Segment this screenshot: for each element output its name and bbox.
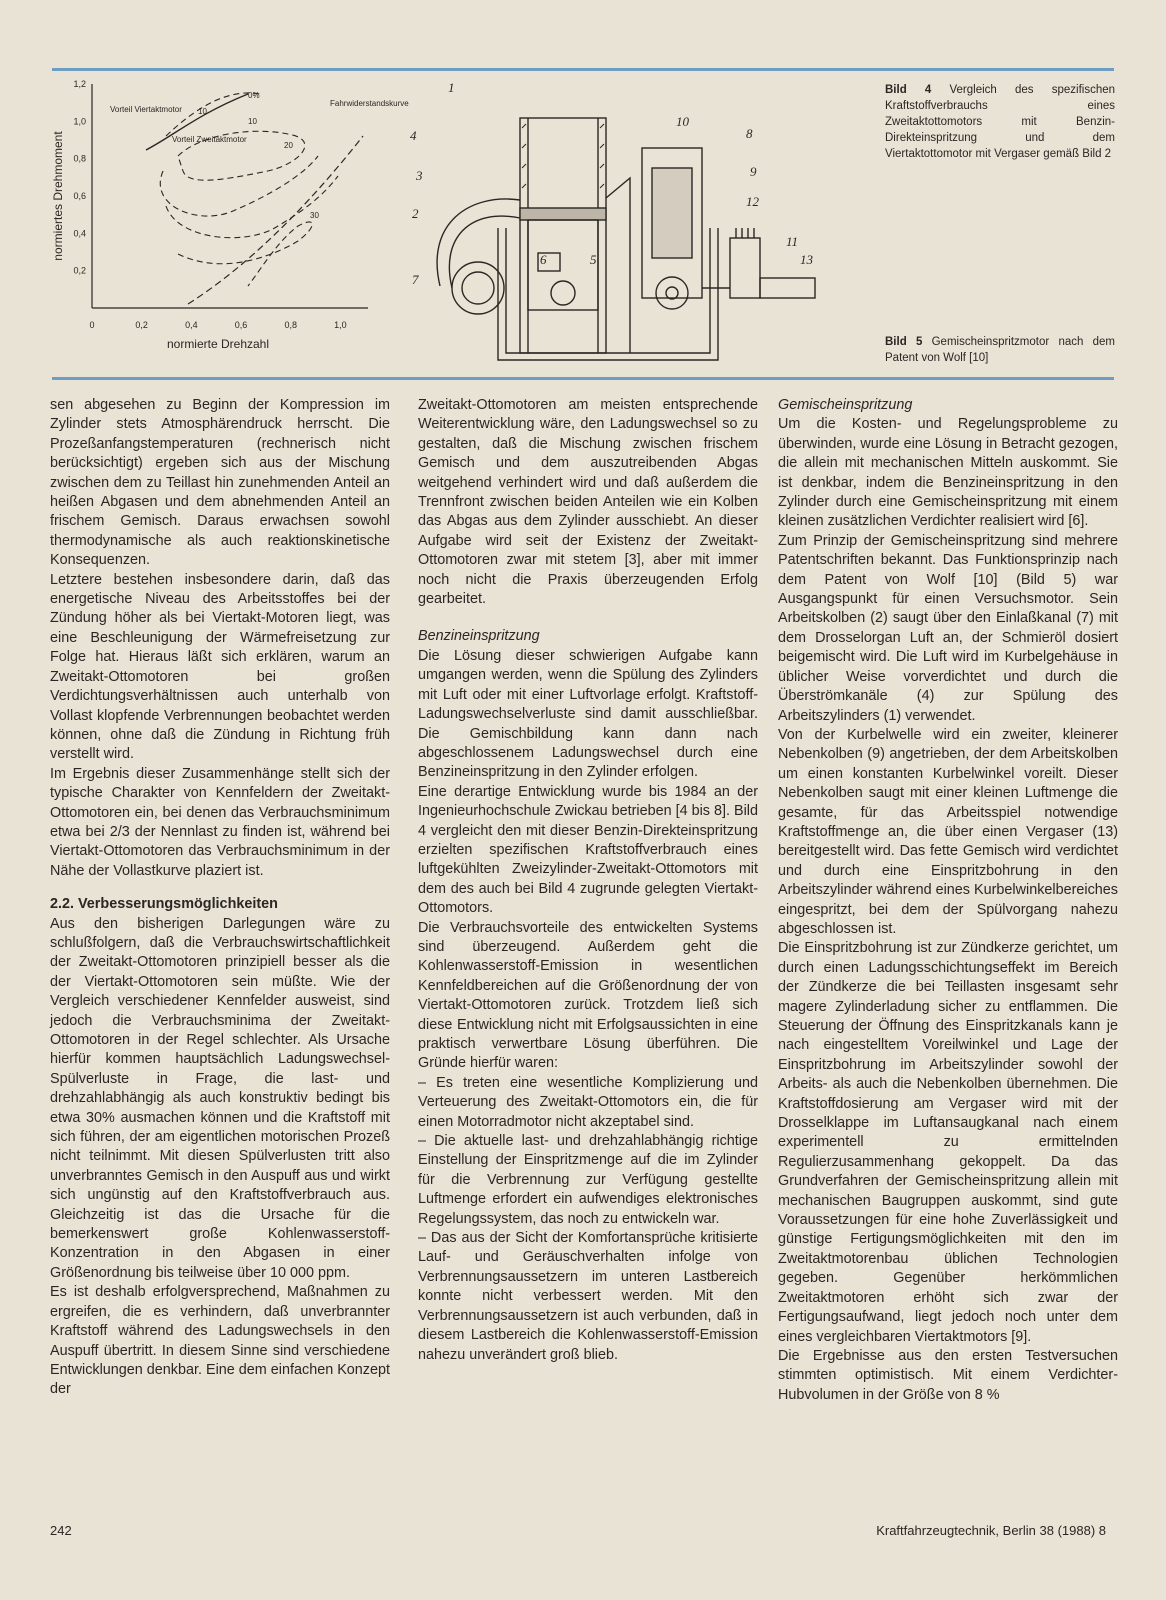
paragraph: Um die Kosten- und Regelungsprobleme zu überwinden, wurde eine Lösung in Betracht gezogen, die allein mit mechanischen Mitteln auskommt. Sie ist denkbar, indem die Benzineinspritzung in den Zylinder durch eine Gemischeinspritzung mit einem kleinen zusätzlichen Verdichter realisiert wird [6].	[778, 416, 1119, 530]
section-heading: Benzineinspritzung	[418, 628, 540, 645]
y-tick-label: 0,4	[73, 228, 86, 239]
journal-citation: Kraftfahrzeugtechnik, Berlin 38 (1988) 8	[876, 1523, 1106, 1538]
annotation-label: Fahrwiderstandskurve	[330, 99, 409, 108]
part-label: 11	[786, 234, 799, 249]
text-column-1	[50, 396, 390, 1400]
section-heading: Gemischeinspritzung	[778, 397, 913, 413]
part-label: 7	[412, 272, 419, 287]
paragraph: Es ist deshalb erfolgversprechend, Maßnahmen zu ergreifen, die es verhindern, daß unverbrannter Kraftstoff während des Ladungswechsels in den Auspuff übertritt. In diesem Sinne sind verschiedene Entwicklungen denkbar. Eine dem einfachen Konzept der	[50, 1284, 391, 1398]
part-label: 2	[412, 206, 419, 221]
paragraph: Die Lösung dieser schwierigen Aufgabe kann umgangen werden, wenn die Spülung des Zylinders mit Luft oder mit einer Luftvorlage erfolgt. Kraftstoff-Ladungswechselverluste sind damit ausschließbar. Die Gemischbildung kann dann nach abgeschlossenem Ladungswechsel durch eine Benzineinspritzung in den Zylinder erfolgen.	[418, 647, 758, 781]
x-tick-label: 0,8	[284, 320, 297, 330]
road-load-curve	[188, 136, 363, 304]
top-rule	[52, 68, 1114, 71]
piston-crown	[520, 208, 606, 220]
paragraph: Die Einspritzbohrung ist zur Zündkerze gerichtet, um durch einen Ladungsschichtungseffekt im Bereich der Zündkerze die bei Teillasten insgesamt sehr magere Zylinderladung sicher zu entflammen. Die Steuerung der Öffnung des Einspritzkanals kann je nach eingestelltem Voreilwinkel und Lage der Einspritzbohrung im Arbeitszylinder sowohl der Arbeits- als auch die Nebenkolben übernehmen. Die Kraftstoffdosierung am Vergaser wird mit der Drosselklappe im Luftansaugkanal nach einem experimentell zu ermittelnden Regulierzusammenhang gekoppelt. Da das Grundverfahren der Gemischeinspritzung allein mit mechanischen Baugruppen auskommt, sind gute Voraussetzungen für eine hohe Zuverlässigkeit und günstige Fertigungsmöglichkeiten mit den im Zweitaktmotorenbau üblichen Technologien gegeben. Gegenüber herkömmlichen Zweitaktmotoren erhöht sich zwar der Fertigungsaufwand, liegt jedoch noch unter dem eines vergleichbaren Viertaktmotors [9].	[778, 940, 1118, 1345]
text-column-3	[778, 396, 1118, 1405]
y-tick-label: 0,2	[73, 265, 86, 276]
paragraph: Im Ergebnis dieser Zusammenhänge stellt sich der typische Charakter von Kennfeldern der Zweitakt-Ottomotoren ein, bei denen das Verbrauchsminimum etwa bei 2/3 der Nennlast zu finden ist, während bei Viertakt-Ottomotoren das Verbrauchsminimum in der Nähe der Vollastkurve plaziert ist.	[50, 765, 390, 879]
carburettor	[730, 238, 760, 298]
secondary-piston	[652, 168, 692, 258]
figure-4-caption	[885, 82, 1115, 162]
caption-label: Bild 4	[885, 84, 932, 96]
part-label: 13	[800, 252, 813, 267]
y-axis-label: normiertes Drehmoment	[51, 131, 65, 261]
annotation-label: 10	[248, 117, 257, 126]
working-cylinder	[520, 118, 606, 353]
paragraph: Aus den bisherigen Darlegungen wäre zu schlußfolgern, daß die Verbrauchswirtschaftlichkeit der Zweitakt-Ottomotoren prinzipiell besser als die der Viertakt-Ottomotoren sein müßte. Wie der Vergleich verschiedener Kennfelder ausweist, sind jedoch die Verbrauchsminima der Zweitakt-Ottomotoren in der Regel schlechter. Als Ursache hierfür kommen hauptsächlich Ladungswechsel-Spülverluste in Frage, die last- und drehzahlabhängig als auch konstruktiv bedingt bis etwa 30% ausmachen können und die Kraftstoff mit sich führen, der am eigentlichen motorischen Prozeß nicht teilnimmt. Mit diesen Spülverlusten tritt also unverbranntes Gemisch in den Auspuff aus und wirkt sich ungünstig auf den Kraftstoffverbrauch aus. Gleichzeitig ist das die Ursache für die bemerkenswert große Kohlenwasserstoff-Konzentration in den Abgasen in einer Größenordnung bis teilweise über 10 000 ppm.	[50, 915, 390, 1281]
paragraph: sen abgesehen zu Beginn der Kompression im Zylinder stets Atmosphärendruck herrscht. Die Prozeßanfangstemperaturen (rechnerisch nicht berücksichtigt) ergeben sich aus der Mischung zwischen dem zu Teillast hin zunehmenden Anteil an heißen Abgasen und dem abnehmenden Anteil an frischem Gemisch. Daraus erwachsen sowohl thermodynamische als auch reaktionskinetische Konsequenzen.	[50, 397, 390, 569]
part-label: 8	[746, 126, 753, 141]
consumption-line	[160, 156, 318, 216]
figure-4-chart	[48, 76, 409, 366]
paragraph: – Die aktuelle last- und drehzahlabhängig richtige Einstellung der Einspritzmenge auf die im Zylinder für die Verbrennung zur Verfügung gestellte Luftmenge erfordert ein aufwendiges elektronisches Regelungssystem, das noch zu entwickeln war.	[418, 1133, 758, 1227]
part-label: 12	[746, 194, 759, 209]
y-tick-label: 1,0	[73, 116, 86, 127]
part-label: 10	[676, 114, 689, 129]
annotation-label: 20	[284, 141, 293, 150]
annotation-label: 10	[198, 107, 207, 116]
y-tick-label: 1,2	[73, 79, 86, 89]
annotation-label: Vorteil Viertaktmotor	[110, 105, 182, 114]
figure-bottom-rule	[52, 377, 1114, 380]
x-axis-label: normierte Drehzahl	[166, 337, 270, 351]
x-tick-label: 0,2	[135, 320, 148, 330]
y-tick-label: 0,6	[73, 191, 86, 201]
piston-pin	[551, 281, 575, 305]
page-number: 242	[50, 1523, 72, 1538]
part-label: 9	[750, 164, 757, 179]
annotation-label: 30	[310, 211, 319, 220]
part-label: 3	[416, 168, 423, 183]
x-tick-label: 0	[89, 320, 95, 330]
annotation-label: Vorteil Zweitaktmotor	[172, 135, 247, 144]
intake-channel	[452, 262, 504, 314]
part-label: 1	[448, 80, 455, 95]
part-label: 6	[540, 252, 547, 267]
paragraph: Zweitakt-Ottomotoren am meisten entsprechende Weiterentwicklung wäre, den Ladungswechsel so zu gestalten, daß die Mischung zwischen frischem Gemisch und dem auszutreibenden Abgas weitgehend verhindert wird und daß außerdem die Trennfront zwischen beiden Anteilen wie ein Kolben das Abgas aus dem Zylinder ausschiebt. An dieser Aufgabe wird seit der Existenz der Zweitakt-Ottomotoren zwar mit stetem [3], aber mit immer noch nicht die Praxis überzeugenden Erfolg gearbeitet.	[418, 397, 758, 608]
secondary-crank	[656, 277, 688, 309]
part-label: 5	[590, 252, 597, 267]
x-tick-label: 1,0	[334, 320, 347, 330]
caption-text: Gemischeinspritzmotor nach dem Patent von Wolf [10]	[885, 336, 1115, 364]
paragraph: Letztere bestehen insbesondere darin, daß das energetische Niveau des Arbeitsstoffes bei der Zündung höher als bei Viertakt-Motoren liegt, was eine Beschleunigung der Wärmefreisetzung zur Folge hat. Hieraus läßt sich erklären, warum an Zweitakt-Ottomotoren bei großen Verdichtungsverhältnissen auch unterhalb von Vollast klopfende Verbrennungen beobachtet werden können, ohne daß die Zündung in Richtung früh verstellt wird.	[50, 571, 390, 763]
axis-ticks	[73, 79, 346, 330]
caption-label: Bild 5	[885, 336, 923, 348]
figure-5-caption	[885, 334, 1115, 366]
paragraph: Von der Kurbelwelle wird ein zweiter, kleinerer Nebenkolben (9) angetrieben, der dem Arbeitskolben um einen konstanten Kurbelwinkel voreilt. Dieser Nebenkolben saugt mit einer kleinen Luftmenge die gesamte, für das Arbeitsspiel notwendige Kraftstoffmenge an, die über einen Vergaser (13) bereitgestellt wird. Das fette Gemisch wird verdichtet und durch eine Einspritzbohrung in den Arbeitszylinder während eines Kurbelwinkelbereiches eingespritzt, bei dem der Spülvorgang nahezu abgeschlossen ist.	[778, 726, 1118, 937]
paragraph: Die Ergebnisse aus den ersten Testversuchen stimmten optimistisch. Mit einem Verdichter-Hubvolumen in der Größe von 8 %	[778, 1347, 1118, 1403]
y-tick-label: 0,8	[73, 153, 86, 164]
figure-5-engine-drawing	[410, 78, 860, 368]
caption-text: Vergleich des spezifischen Kraftstoffverbrauchs eines Zweitaktottomotors mit Benzin-Direkteinspritzung und dem Viertaktottomotor mit Vergaser gemäß Bild 2	[885, 84, 1116, 160]
annotation-label: 0%	[248, 91, 260, 100]
paragraph: Die Verbrauchsvorteile des entwickelten Systems sind überzeugend. Außerdem geht die Kohlenwasserstoff-Emission in wesentlichen Kennfeldbereichen auf die Größenordnung der von Viertakt-Ottomotoren zurück. Trotzdem ließ sich diese Entwicklung nicht mit Erfolgsaussichten in eine praktisch verwertbare Lösung überführen. Die Gründe hierfür waren:	[418, 919, 758, 1072]
text-column-2	[418, 396, 758, 1365]
paragraph: Eine derartige Entwicklung wurde bis 1984 an der Ingenieurhochschule Zwickau betrieben [4 bis 8]. Bild 4 vergleicht den mit dieser Benzin-Direkteinspritzung erzielten spezifischen Kraftstoffverbrauch eines luftgekühlten Zweizylinder-Zweitakt-Ottomotors mit dem des auch bei Bild 4 zugrunde gelegten Viertakt-Ottomotors.	[418, 783, 758, 917]
consumption-line	[178, 222, 312, 286]
section-heading: 2.2. Verbesserungsmöglichkeiten	[50, 896, 278, 913]
consumption-line	[166, 176, 338, 238]
x-tick-label: 0,6	[234, 320, 248, 330]
paragraph: Zum Prinzip der Gemischeinspritzung sind mehrere Patentschriften bekannt. Das Funktionsprinzip nach dem Patent von Wolf [10] (Bild 5) war Ausgangspunkt für einen Versuchsmotor. Sein Arbeitskolben (2) saugt über den Einlaßkanal (7) mit dem Drosselorgan Luft an, der Schmieröl dosiert beigemischt wird. Die Luft wird im Kurbelgehäuse in üblicher Weise vorverdichtet und durch die Überströmkanäle (4) zur Spülung des Arbeitszylinders (1) verwendet.	[778, 532, 1118, 724]
paragraph: – Das aus der Sicht der Komfortansprüche kritisierte Lauf- und Geräuschverhalten infolge von Verbrennungsaussetzern im unteren Lastbereich konnte nicht verbessert werden. Mit den Verbrennungsaussetzern ist auch verbunden, daß in diesem Lastbereich die Kohlenwasserstoff-Emission nahezu unverändert groß blieb.	[418, 1230, 758, 1363]
transfer-channel	[606, 178, 630, 353]
paragraph: – Es treten eine wesentliche Komplizierung und Verteuerung des Zweitakt-Ottomotors ein, die für einen Motorradmotor nicht akzeptabel sind.	[418, 1074, 758, 1130]
part-label: 4	[410, 128, 417, 143]
x-tick-label: 0,4	[185, 320, 198, 330]
carburettor-inlet	[760, 278, 815, 298]
